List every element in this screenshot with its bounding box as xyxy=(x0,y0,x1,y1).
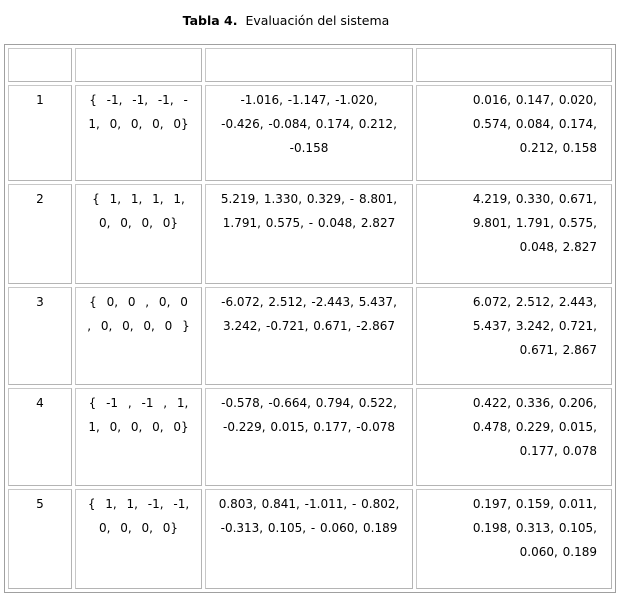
row-error: 6.072, 2.512, 2.443, 5.437, 3.242, 0.721, 0.671, 2.867 xyxy=(472,295,597,357)
table-caption xyxy=(0,13,572,28)
row-vector: { -1 , -1 , 1, 1, 0, 0, 0, 0} xyxy=(88,396,189,434)
row-vector: { 0, 0 , 0, 0 , 0, 0, 0, 0 } xyxy=(87,295,190,333)
evaluation-table xyxy=(4,44,616,593)
row-error: 0.422, 0.336, 0.206, 0.478, 0.229, 0.015, 0.177, 0.078 xyxy=(472,396,597,458)
row-id: 2 xyxy=(36,192,44,206)
row-vector: { 1, 1, 1, 1, 0, 0, 0, 0} xyxy=(92,192,185,230)
table-row xyxy=(8,287,612,385)
header-cell xyxy=(75,48,202,82)
row-output: -1.016, -1.147, -1.020, -0.426, -0.084, 0.174, 0.212, -0.158 xyxy=(221,93,397,155)
caption-text: Evaluación del sistema xyxy=(245,13,390,28)
row-vector: { -1, -1, -1, - 1, 0, 0, 0, 0} xyxy=(88,93,189,131)
table-row xyxy=(8,388,612,486)
row-id: 1 xyxy=(36,93,44,107)
row-error: 4.219, 0.330, 0.671, 9.801, 1.791, 0.575, 0.048, 2.827 xyxy=(472,192,597,254)
row-id: 4 xyxy=(36,396,44,410)
header-cell xyxy=(416,48,612,82)
row-id: 3 xyxy=(36,295,44,309)
row-id: 5 xyxy=(36,497,44,511)
table-header-row xyxy=(8,48,612,82)
row-output: 5.219, 1.330, 0.329, - 8.801, 1.791, 0.575, - 0.048, 2.827 xyxy=(220,192,398,230)
header-cell xyxy=(8,48,72,82)
row-output: -6.072, 2.512, -2.443, 5.437, 3.242, -0.721, 0.671, -2.867 xyxy=(221,295,397,333)
row-error: 0.016, 0.147, 0.020, 0.574, 0.084, 0.174, 0.212, 0.158 xyxy=(472,93,597,155)
row-output: 0.803, 0.841, -1.011, - 0.802, -0.313, 0.105, - 0.060, 0.189 xyxy=(218,497,400,535)
row-vector: { 1, 1, -1, -1, 0, 0, 0, 0} xyxy=(87,497,190,535)
header-cell xyxy=(205,48,413,82)
row-output: -0.578, -0.664, 0.794, 0.522, -0.229, 0.015, 0.177, -0.078 xyxy=(221,396,397,434)
table-row xyxy=(8,184,612,284)
table-row xyxy=(8,489,612,589)
caption-label: Tabla 4. xyxy=(182,13,238,28)
table-row xyxy=(8,85,612,181)
row-error: 0.197, 0.159, 0.011, 0.198, 0.313, 0.105, 0.060, 0.189 xyxy=(472,497,597,559)
